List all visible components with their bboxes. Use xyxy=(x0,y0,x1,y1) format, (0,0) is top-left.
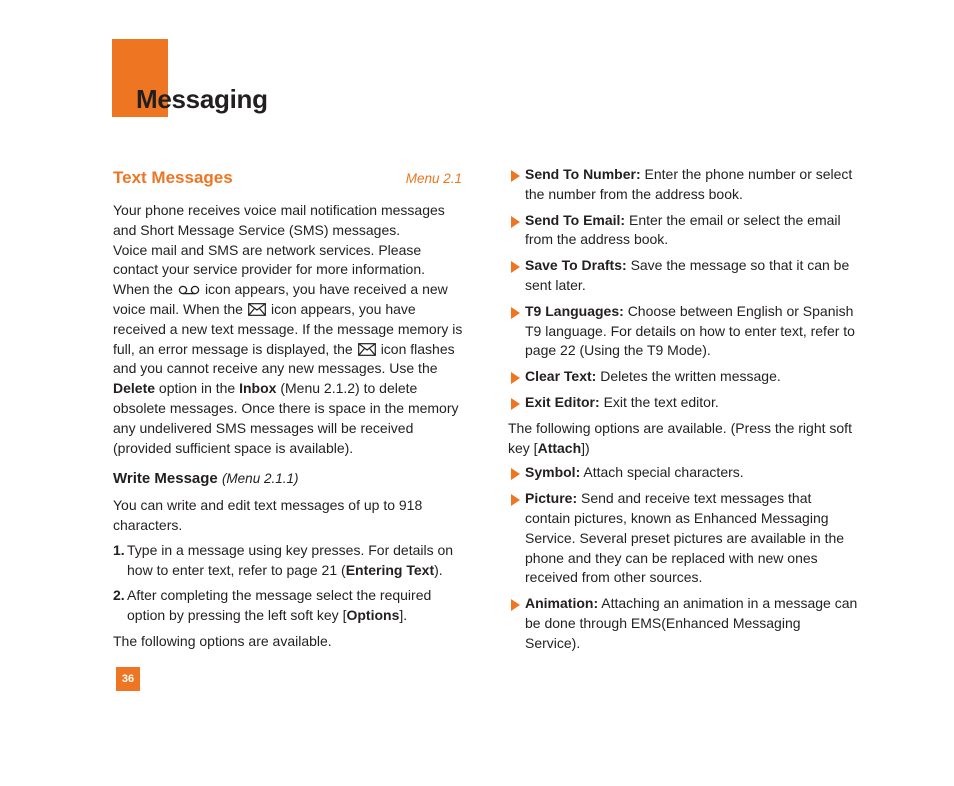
option-text: Deletes the written message. xyxy=(600,368,781,385)
intro-text: (Menu 2.1.2) to delete obsolete messages. Once there is space in the memory any undelivered SMS messages will be received (provided sufficient space is available). xyxy=(113,380,459,456)
note-text: ]) xyxy=(581,439,590,456)
write-intro: You can write and edit text messages of up to 918 characters. xyxy=(113,497,423,533)
arrow-bullet-icon xyxy=(511,216,520,228)
subsection-menu-reference: (Menu 2.1.1) xyxy=(221,471,299,487)
step-number: 2. xyxy=(113,587,125,604)
option-item xyxy=(508,302,858,361)
section-title: Text Messages xyxy=(113,168,233,187)
option-item xyxy=(508,367,858,387)
step-list xyxy=(113,541,465,626)
option-label: T9 Languages: xyxy=(525,302,624,319)
option-text: Send and receive text messages that contain pictures, known as Enhanced Messaging Service. Several preset pictures are available in the phone and they can be replaced with new ones received from other sources. xyxy=(525,490,845,586)
option-text: Save the message so that it can be sent later. xyxy=(525,257,850,293)
intro-text: option in the xyxy=(158,380,236,397)
option-item xyxy=(508,489,858,588)
arrow-bullet-icon xyxy=(511,170,520,182)
attach-option-list xyxy=(508,463,858,653)
option-label: Exit Editor: xyxy=(525,393,600,410)
right-column xyxy=(508,165,858,660)
option-label: Symbol: xyxy=(525,464,581,481)
step-item xyxy=(113,586,465,626)
option-text: Attach special characters. xyxy=(583,464,744,481)
option-label: Send To Email: xyxy=(525,211,626,228)
page-title: Messaging xyxy=(136,84,268,114)
write-outro: The following options are available. xyxy=(113,632,332,649)
option-item xyxy=(508,256,858,296)
arrow-bullet-icon xyxy=(511,398,520,410)
step-text: ). xyxy=(434,561,443,578)
voicemail-icon xyxy=(178,285,200,296)
arrow-bullet-icon xyxy=(511,261,520,273)
step-bold: Entering Text xyxy=(345,561,435,578)
option-label: Save To Drafts: xyxy=(525,257,627,274)
step-bold: Options xyxy=(346,607,400,624)
option-item xyxy=(508,393,858,413)
attach-label: Attach xyxy=(537,439,582,456)
intro-paragraph-1: Your phone receives voice mail notification messages and Short Message Service (SMS) messages. xyxy=(113,202,445,238)
option-text: Enter the phone number or select the number from the address book. xyxy=(525,166,853,202)
option-text: Attaching an animation in a message can be done through EMS(Enhanced Messaging Service). xyxy=(525,595,858,651)
option-text: Enter the email or select the email from the address book. xyxy=(525,211,841,248)
option-label: Send To Number: xyxy=(525,166,641,182)
arrow-bullet-icon xyxy=(511,494,520,506)
arrow-bullet-icon xyxy=(511,599,520,611)
left-column xyxy=(113,165,465,652)
option-item xyxy=(508,594,858,653)
step-text: After completing the message select the required option by pressing the left soft key [ xyxy=(127,587,432,624)
option-item xyxy=(508,463,858,483)
section-header xyxy=(113,166,465,190)
arrow-bullet-icon xyxy=(511,307,520,319)
subsection-header xyxy=(113,469,465,489)
option-item xyxy=(508,165,858,205)
menu-reference: Menu 2.1 xyxy=(405,171,462,186)
step-text: ]. xyxy=(399,607,408,624)
option-label: Picture: xyxy=(525,490,578,507)
intro-text: icon appears, you have received a new voice mail. When the xyxy=(113,281,448,317)
intro-text: Voice mail and SMS are network services. Please contact your service provider for more information. When the xyxy=(113,241,426,298)
option-text: Exit the text editor. xyxy=(603,393,719,410)
intro-text: icon appears, you have received a new text message. If the message memory is full, an error message is displayed, the xyxy=(113,300,463,357)
attach-note xyxy=(508,419,858,459)
option-label: Clear Text: xyxy=(525,368,597,385)
step-item xyxy=(113,541,465,581)
note-text: The following options are available. (Press the right soft key [ xyxy=(508,419,852,456)
intro-paragraph-2 xyxy=(113,241,465,459)
arrow-bullet-icon xyxy=(511,468,520,480)
envelope-icon xyxy=(248,303,266,316)
step-text: Type in a message using key presses. For details on how to enter text, refer to page 21 ( xyxy=(127,541,454,578)
page-number: 36 xyxy=(116,667,140,691)
option-text: Choose between English or Spanish T9 language. For details on how to enter text, refer to page 22 (Using the T9 Mode). xyxy=(525,302,855,359)
option-label: Animation: xyxy=(525,595,599,612)
step-number: 1. xyxy=(113,541,125,558)
option-list xyxy=(508,165,858,413)
subsection-title: Write Message xyxy=(113,470,218,488)
option-item xyxy=(508,211,858,251)
intro-text: icon flashes and you cannot receive any new messages. Use the xyxy=(113,340,455,377)
delete-label: Delete xyxy=(113,380,156,397)
inbox-label: Inbox xyxy=(239,380,277,397)
envelope-icon xyxy=(358,343,376,356)
arrow-bullet-icon xyxy=(511,372,520,384)
